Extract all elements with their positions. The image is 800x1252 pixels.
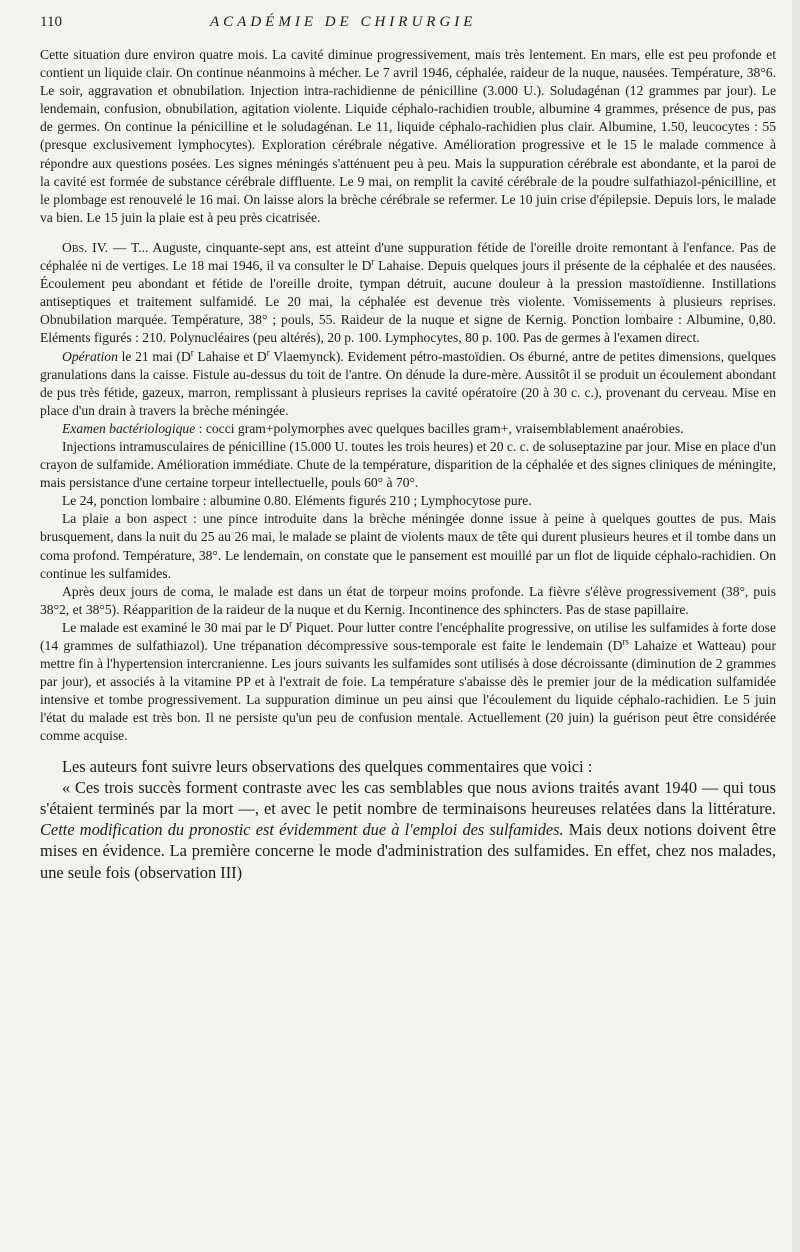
- treatment-paragraph: Le malade est examiné le 30 mai par le $D^r$ Piquet. Pour lutter contre l'encéphalite progressive, on utilise les sulfamides à forte dose (14 grammes de sulfathiazol). Une trépanation décompressive sous-temporale est faite le lendemain ($D^{rs}$ Lahaize et Watteau) pour mettre fin à l'hypertension intercranienne. Les jours suivants les sulfamides sont utilisés à dose décroissante (diminution de 2 grammes par jour), et associés à la vitamine PP et à l'extrait de foie. La température s'abaisse dès le premier jour de la médication sulfamidée intensive et tombe progressivement. La suppuration diminue un peu ainsi que l'écoulement du liquide céphalo-rachidien. Le 5 juin l'état du malade est très bon. Il ne persiste qu'un peu de confusion mentale. Actuellement (20 juin) la guérison peut être considérée comme acquise.: [40, 618, 776, 744]
- commentary-text: [40, 756, 776, 883]
- case4-intro-paragraph: [40, 239, 776, 348]
- case4-intro-text: — T... Auguste, cinquante-sept ans, est atteint d'une suppuration fétide de l'oreille droite remontant à l'enfance. Pas de céphalée ni de vertiges. Le 18 mai 1946, il va consulter le D: [40, 239, 776, 274]
- page-number: 110: [40, 14, 62, 30]
- case3-paragraph: Cette situation dure environ quatre mois. La cavité diminue progressivement, mais très lentement. En mars, elle est peu profonde et contient un liquide clair. On continue néanmoins à mécher. Le 7 avril 1946, céphalée, raideur de la nuque, nausées. Température, 38°6. Le soir, aggravation et obnubilation. Injection intra-rachidienne de pénicilline (3.000 U.). Soludagénan (12 grammes par jour). Le lendemain, confusion, obnubilation, agitation violente. Liquide céphalo-rachidien trouble, albumine 4 grammes, présence de pus, pas de germes. On continue la pénicilline et le soludagénan. Le 11, liquide céphalo-rachidien plus clair. Albumine, 1.50, leucocytes : 55 (presque exclusivement lymphocytes). Exploration cérébrale négative. Amélioration progressive et le 15 le malade commence à répondre aux questions posées. Les signes méningés s'atténuent peu à peu. Mais la suppuration cérébrale est abondante, et la paroi de la cavité est formée de substance cérébrale diffluente. Le 9 mai, on remplit la cavité cérébrale de la poudre sulfathiazol-pénicilline, et le plombage est renouvelé le 16 mai. On laisse alors la brèche cérébrale se refermer. Le 10 juin crise d'épilepsie. Depuis lors, le malade va bien. Le 15 juin la plaie est à peu près cicatrisée.: [40, 47, 776, 225]
- wound-paragraph: La plaie a bon aspect : une pince introduite dans la brèche méningée donne issue à peine à quelques gouttes de pus. Mais brusquement, dans la nuit du 25 au 26 mai, le malade se plaint de violents maux de tête qui durent plusieurs heures et il tombe dans un coma profond. Température, 38°. Le lendemain, on constate que le pansement est mouillé par un flot de liquide céphalo-rachidien. On continue les sulfamides.: [40, 511, 776, 581]
- page-header: [40, 14, 776, 46]
- commentary-intro: Les auteurs font suivre leurs observations des quelques commentaires que voici :: [62, 756, 593, 776]
- injections-paragraph: Injections intramusculaires de pénicilline (15.000 U. toutes les trois heures) et 20 c. c. de soluseptazine par jour. Mise en place d'un crayon de sulfamide. Amélioration immédiate. Chute de la température, disparition de la céphalée et des signes cliniques de méningite, mais persistance d'une certaine torpeur intellectuelle, pouls 60° à 70°.: [40, 438, 776, 491]
- lumbar-paragraph: Le 24, ponction lombaire : albumine 0.80. Eléments figurés 210 ; Lymphocytose pure.: [62, 493, 532, 509]
- exam-paragraph: Examen bactériologique : cocci gram+polymorphes avec quelques bacilles gram+, vraisemblablement anaérobies.: [62, 420, 684, 436]
- observation-label: Obs. IV.: [62, 239, 109, 255]
- case4-intro-end: Lahaise. Depuis quelques jours il présente de la céphalée et des nausées. Écoulement peu abondant et fétide de l'oreille droite, tympan détruit, aucune douleur à la pression mastoïdienne. Instillations antiseptiques et traitement sulfamidé. Le 20 mai, la céphalée est devenue très violente. Vomissements à plusieurs reprises. Obnubilation marquée. Température, 38° ; pouls, 55. Raideur de la nuque et signe de Kernig. Ponction lombaire : Albumine, 0,80. Eléments figurés : 210. Polynucléaires (peu altérés), 20 p. 100. Lymphocytes, 80 p. 100. Pas de germes à l'examen direct.: [40, 258, 776, 346]
- page-edge: [792, 0, 800, 1252]
- observation-text: [40, 46, 776, 746]
- emphasized-sentence: Cette modification du pronostic est évidemment due à l'emploi des sulfamides.: [40, 820, 564, 840]
- coma-paragraph: Après deux jours de coma, le malade est dans un état de torpeur moins profonde. La fièvre s'élève progressivement (38°, puis 38°2, et 38°5). Réapparition de la raideur de la nuque et du Kernig. Incontinence des sphincters. Pas de stase papillaire.: [40, 583, 776, 617]
- operation-label: Opération: [62, 348, 118, 364]
- operation-paragraph: Opération le 21 mai ($D^r$ Lahaise et $D^r$ Vlaemynck). Evidement pétro-mastoïdien. Os éburné, antre de petites dimensions, quelques granulations dans la caisse. Fistule au-dessus du toit de l'antre. On dénude la dure-mère. Aussitôt il se produit un écoulement abondant de pus très fétide, gazeux, marron, remplissant à plusieurs reprises la cavité opératoire (20 à 30 c. c.), provenant du cerveau. Mise en place d'un drain à travers la brèche méningée.: [40, 346, 776, 418]
- commentary-quote: « Ces trois succès forment contraste avec les cas semblables que nous avions traités avant 1940 — qui tous s'étaient terminés par la mort —, et avec le petit nombre de terminaisons heureuses relatées dans la littérature. Cette modification du pronostic est évidemment due à l'emploi des sulfamides. Mais deux notions doivent être mises en évidence. La première concerne le mode d'administration des sulfamides. En effet, chez nos malades, une seule fois (observation III): [40, 777, 777, 882]
- sup-r: r: [371, 256, 375, 267]
- running-title: ACADÉMIE DE CHIRURGIE: [210, 14, 477, 30]
- exam-label: Examen bactériologique: [62, 420, 196, 436]
